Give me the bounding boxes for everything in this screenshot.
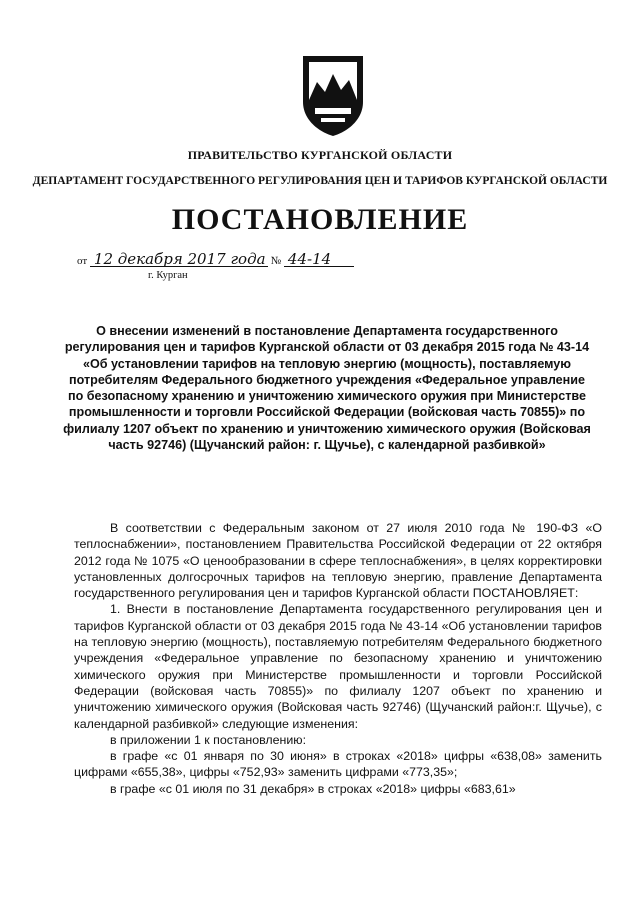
document-type: ПОСТАНОВЛЕНИЕ <box>171 203 469 236</box>
body-paragraph-5: в графе «с 01 июля по 31 декабря» в строках «2018» цифры «683,61» <box>110 781 516 796</box>
government-name: ПРАВИТЕЛЬСТВО КУРГАНСКОЙ ОБЛАСТИ <box>187 148 453 162</box>
body-paragraph-4: в графе «с 01 января по 30 июня» в строках «2018» цифры «638,08» заменить цифрами «655,38», цифры «752,93» заменить цифрами «773,35»; <box>74 749 602 780</box>
from-label: от <box>77 255 88 267</box>
number-label: № <box>270 255 282 267</box>
document-date: 12 декабря 2017 года <box>90 252 268 267</box>
body-paragraph-1: В соответствии с Федеральным законом от 27 июля 2010 года № 190-ФЗ «О теплоснабжении», постановлением Правительства Российской Федерации от 22 октября 2012 года № 1075 «О ценообразовании в сфере теплоснабжения», в целях корректировки установленных долгосрочных тарифов на тепловую энергию, правление Департамента государственного регулирования цен и тарифов Курганской области ПОСТАНОВЛЯЕТ: <box>74 521 602 601</box>
body-paragraph-2: 1. Внести в постановление Департамента государственного регулирования цен и тарифов Курганской области от 03 декабря 2015 года № 43-14 «Об установлении тарифов на тепловую энергию (мощность), поставляемую потребителям Федерального бюджетного учреждения «Федеральное управление по безопасному хранению и уничтожению химического оружия при Министерстве промышленности и торговли Российской Федерации (войсковая часть 70855)» по филиалу 1207 объект по хранению и уничтожению химического оружия (Войсковая часть 92746) (Щучанский район:г. Щучье), с календарной разбивкой» следующие изменения: <box>74 602 602 731</box>
document-subject: О внесении изменений в постановление Департамента государственного регулирования цен и тарифов Курганской области от 03 декабря 2015 года № 43-14 «Об установлении тарифов на тепловую энергию (мощность), поставляемую потребителям Федерального бюджетного учреждения «Федеральное управление по безопасному хранению и уничтожению химического оружия при Министерстве промышленности и торговли Российской Федерации (войсковая часть 70855)» по филиалу 1207 объект по хранению и уничтожению химического оружия (Войсковая часть 92746) (Щучанский район: г. Щучье), с календарной разбивкой» <box>63 324 591 453</box>
document-number: 44-14 <box>284 252 354 267</box>
department-name: ДЕПАРТАМЕНТ ГОСУДАРСТВЕННОГО РЕГУЛИРОВАНИЯ ЦЕН И ТАРИФОВ КУРГАНСКОЙ ОБЛАСТИ <box>32 175 608 187</box>
body-paragraph-3: в приложении 1 к постановлению: <box>110 732 307 747</box>
coat-of-arms-emblem <box>297 52 369 138</box>
date-line <box>77 252 354 267</box>
city: г. Курган <box>148 270 188 281</box>
document-body <box>74 520 602 797</box>
